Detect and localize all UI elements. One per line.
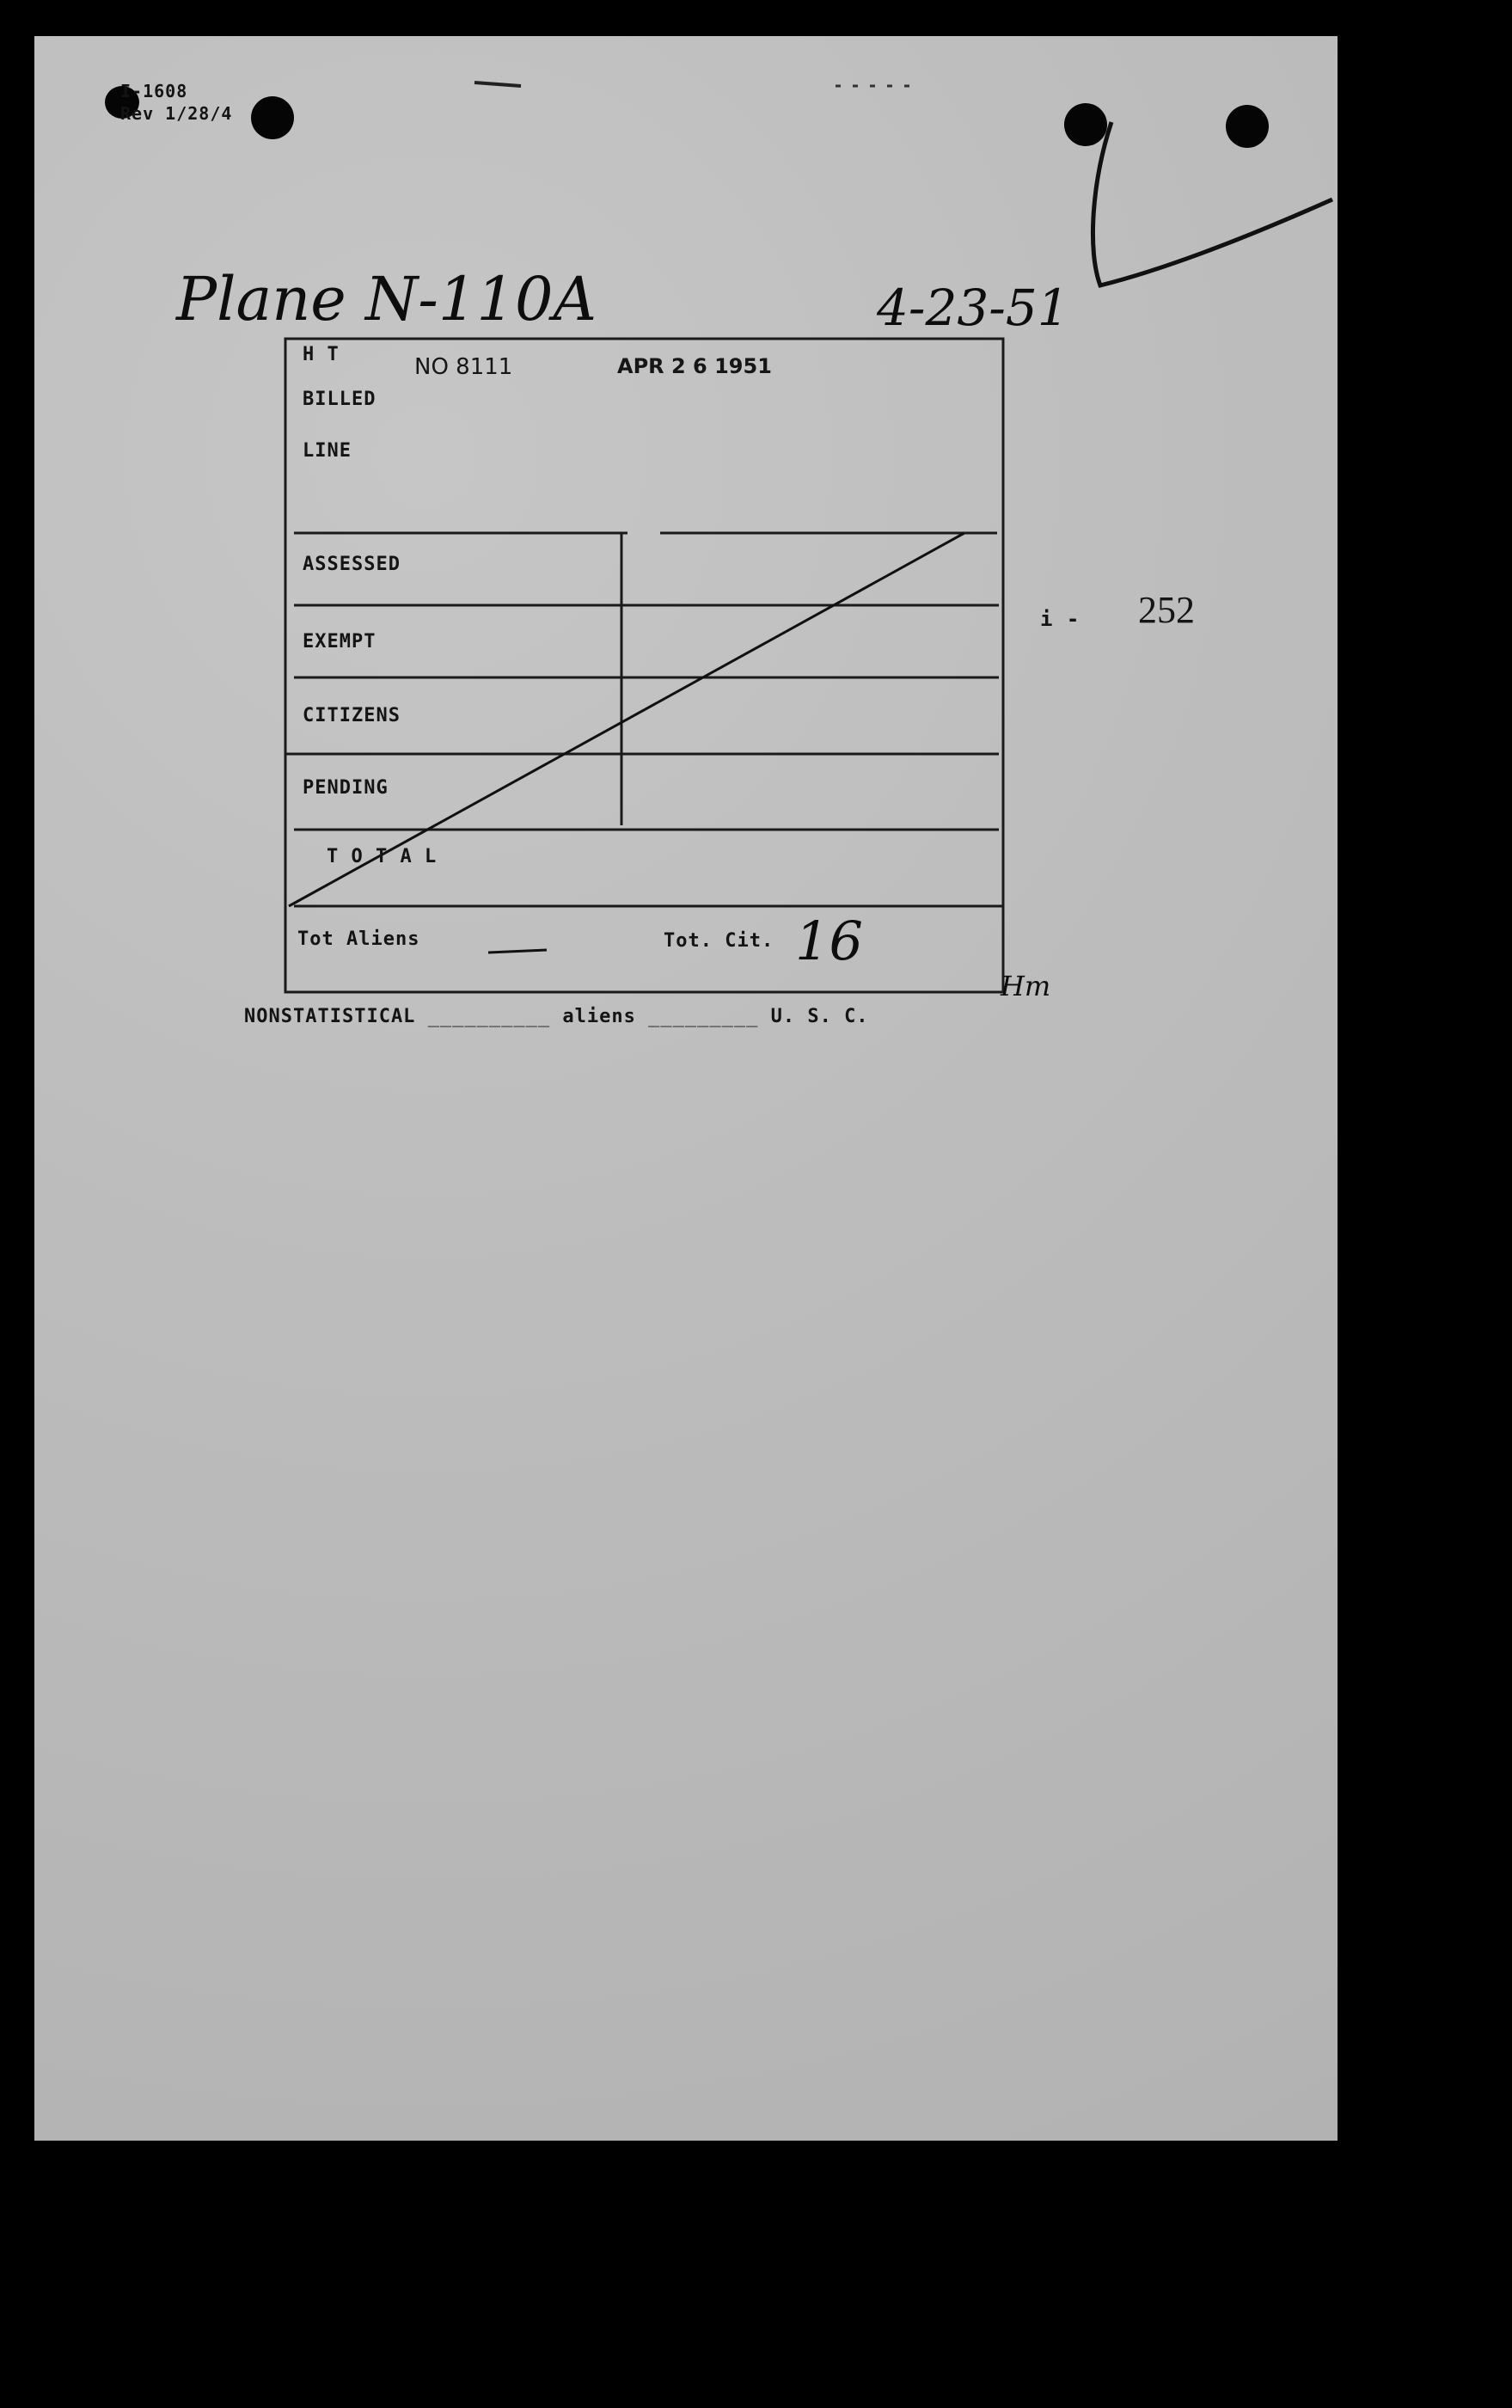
margin-mark: i - [1040, 607, 1080, 631]
check-mark-icon [1093, 122, 1332, 285]
label-billed: BILLED [303, 389, 376, 410]
form-number: I-1608 [120, 81, 188, 101]
label-citizens: CITIZENS [303, 705, 401, 726]
label-assessed: ASSESSED [303, 554, 401, 575]
document-page [34, 36, 1338, 2141]
usc-label: U. S. C. [770, 1006, 869, 1027]
label-ht: H T [303, 344, 340, 365]
margin-number: 252 [1138, 589, 1195, 631]
nonstatistical-label: NONSTATISTICAL [244, 1006, 416, 1027]
form-revision: Rev 1/28/4 [120, 103, 233, 124]
label-pending: PENDING [303, 777, 389, 799]
label-line: LINE [303, 440, 352, 462]
label-tot-aliens: Tot Aliens [297, 928, 420, 950]
handwritten-plane: Plane N-110A [176, 264, 597, 334]
stamp-number: NO 8111 [414, 354, 513, 380]
handwritten-date: 4-23-51 [877, 279, 1069, 337]
handwritten-total-citizens: 16 [795, 910, 863, 972]
aliens-label: aliens [562, 1006, 636, 1027]
label-total: T O T A L [327, 846, 438, 867]
label-exempt: EXEMPT [303, 631, 376, 653]
nonstatistical-blank-2: _________ [648, 1006, 759, 1027]
stamp-date: APR 2 6 1951 [617, 354, 772, 378]
label-tot-cit: Tot. Cit. [664, 930, 774, 952]
handwritten-initials: Hm [1001, 970, 1051, 1002]
nonstatistical-line [244, 1006, 869, 1027]
form-box [285, 339, 1003, 992]
form-lines [34, 36, 1338, 2141]
nonstatistical-blank-1: __________ [427, 1006, 551, 1027]
